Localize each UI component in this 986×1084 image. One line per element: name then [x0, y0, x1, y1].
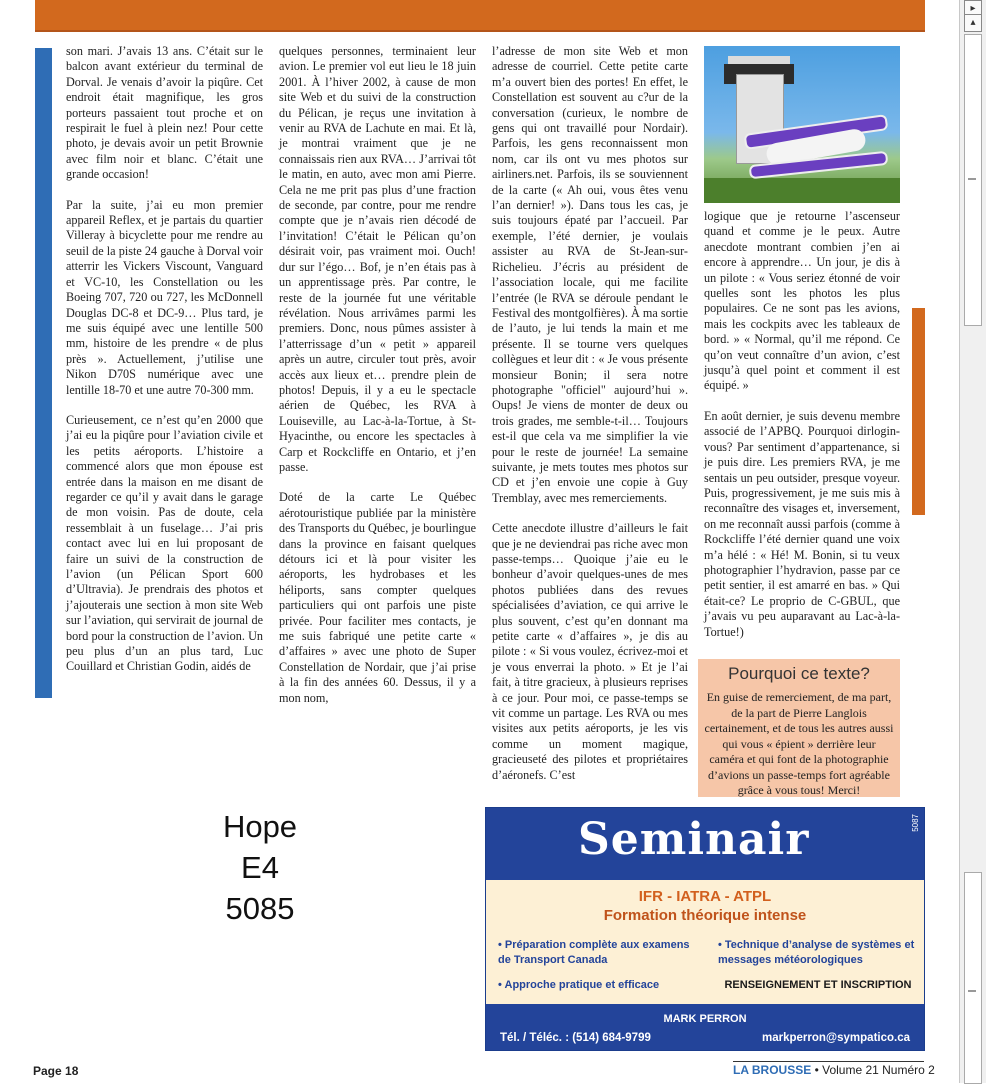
magazine-name: LA BROUSSE: [733, 1063, 812, 1077]
ad-bullet: • Approche pratique et efficace: [498, 979, 660, 991]
paragraph: logique que je retourne l’ascenseur quand et comme je le peux. Autre anecdote montrant combien j’en ai encore à apprendre… Un jour, je dis à un pilote : « Vous seriez étonné de voir quelles sont les photos les plus populaires. Ce ne sont pas les avions, mais les cockpits avec les tableaux de bord. » « Normal, qu’il me répond. Ce qu’on veut connaître d’un avion, c’est jusqu’à quel point et comment il est équipé. »: [704, 209, 900, 393]
paragraph: En août dernier, je suis devenu membre associé de l’APBQ. Pourquoi dirlogin-vous? Par sentiment d’appartenance, si je puis dire. Les premiers RVA, je me sentais un peu outsider, presque voyeur. Puis, progressivement, je me suis mis à reconnaître des visages et, inversement, on me reconnaît aussi parfois (comme à Rockcliffe l’été dernier quand une voix m’a hélé : « Hé! M. Bonin, si tu veux photographier l’hydravion, passe par ce petit sentier, il est amarré en bas. » Qui était-ce? Le proprio de C-GBUL, que j’avais vu peu auparavant au Lac-à-la-Tortue!): [704, 408, 900, 639]
sidebar-box: [698, 659, 900, 797]
ad-code: 5087: [911, 814, 920, 832]
handwritten-stamp: [190, 806, 330, 929]
scroll-thumb-lower[interactable]: [964, 872, 982, 1084]
ad-contact-name: MARK PERRON: [663, 1013, 747, 1025]
sidebar-title: Pourquoi ce texte?: [728, 664, 870, 683]
sidebar-body: En guise de remerciement, de ma part, de la part de Pierre Langlois certainement, et de tous les autres aussi qui vous « épient » derrière leur caméra et qui font de la photographie d’avions un passe-temps fort agréable grâce à vous tous! Merci!: [704, 690, 894, 797]
scroll-thumb[interactable]: [964, 34, 982, 326]
scroll-right-arrow-icon[interactable]: ▸: [964, 0, 982, 18]
airport-tower-photo: [704, 46, 900, 203]
scroll-up-arrow-icon[interactable]: ▴: [964, 14, 982, 32]
paragraph: Curieusement, ce n’est qu’en 2000 que j’ai eu la piqûre pour l’aviation civile et les petits aéroports. L’histoire a commencé alors que mon épouse est entrée dans la maison en me disant de regarder ce qu’il y avait dans le garage de mon voisin. Pas de doute, cela ressemblait à un fuselage… J’ai pris contact avec lui en lui proposant de faire un suivi de la construction de l’avion (un Pélican Sport 600 d’Ultravia). Je prendrais des photos et j’ajouterais une section à mon site Web sur l’aviation, qui servirait de journal de bord pour la construction de l’avion. Un peu plus d’un an plus tard, Luc Couillard et Christian Godin, aidés de: [66, 412, 263, 674]
ad-certifications: IFR - IATRA - ATPL: [638, 888, 772, 905]
article-column-1: [66, 44, 263, 690]
stamp-line-3: 5085: [225, 891, 295, 926]
publication-footer: [733, 1061, 935, 1077]
header-band: [35, 0, 925, 32]
ad-info: RENSEIGNEMENT ET INSCRIPTION: [724, 979, 912, 991]
ad-bullet: • Préparation complète aux examens de Transport Canada: [498, 939, 690, 966]
right-accent-bar: [912, 308, 925, 515]
seminair-logo: Seminair: [578, 814, 810, 865]
paragraph: quelques personnes, terminaient leur avion. Le premier vol eut lieu le 18 juin 2001. À l’hiver 2002, à cause de mon site Web et du suivi de la construction du Pélican, je reçus une invitation à venir au RVA de Lachute en mai. Et là, je montrai vraiment que je ne connaissais rien aux RVA… J’arrivai tôt le matin, en auto, avec mon ami Pierre. Cela ne me prit pas plus d’une fraction de seconde, par contre, pour me rendre compte que je n’avais rien décodé de l’invitation! C’était le Pélican qu’on désirait voir, pas vraiment moi. Ouch! dur sur l’égo… Bof, je n’en étais pas à un apprentissage près. Par contre, le reste de la journée fut une véritable révélation. Nous arrivâmes parmi les premiers. Donc, nous pûmes assister à l’atterrissage d’un « petit » appareil après un autre, circuler tout près, avoir accès aux lieux et… prendre plein de photos! Depuis, il y a eu le spectacle aérien de Québec, les RVA à Louiseville, au Lac-à-la-Tortue, à St-Hyacinthe, ou encore les spectacles à Carp et Rockcliffe en Ontario, et j’en passe.: [279, 44, 476, 474]
seminair-advertisement: [485, 807, 925, 1051]
left-accent-bar: [35, 48, 52, 698]
scroll-grip-icon: [968, 178, 976, 180]
paragraph: Cette anecdote illustre d’ailleurs le fait que je ne deviendrai pas riche avec mon passe-temps… Quoique j’aie eu le bonheur d’avoir quelques-unes de mes photos publiées dans des revues spécialisées d’aviation, ce qui arrive le plus souvent, c’est qu’en donnant ma petite carte « d’affaires », je dis au pilote : « Si vous voulez, écrivez-moi et je vous enverrai la photo. » Et je l’ai fait, à titre gracieux, à plusieurs reprises à ce jour. Pour moi, ce passe-temps se vit comme un partage. Les RVA ou mes visites aux petits aéroports, je les vis comme un moment magique, gracieuseté des pilotes et propriétaires d’aéronefs. C’est: [492, 521, 688, 782]
scroll-grip-icon: [968, 990, 976, 992]
stamp-line-1: Hope: [222, 809, 298, 844]
paragraph: l’adresse de mon site Web et mon adresse de courriel. Cette petite carte m’a ouvert bien des portes! En effet, le Constellation est souvent au c?ur de la conversation (curieux, le nombre de gens qui ont travaillé pour Nordair). Parfois, les gens reconnaissent mon nom, car ils ont vu mes photos sur airliners.net. Parfois, ils se souviennent de la carte (« Ah oui, vous êtes venu l’an dernier! »). Dans tous les cas, je suis toujours épaté par l’accueil. Par exemple, l’été dernier, je voulais assister au RVA de St-Jean-sur-Richelieu. J’écris au président de l’association locale, qui me facilite l’entrée (le RVA se déroule pendant le Festival des montgolfières). À ma sortie de l’auto, je lui tends la main et me présente. Il se tourne vers quelques collègues et leur dit : « Je vous présente monsieur Bonin; il sera notre photographe "officiel" aujourd’hui ». Oups! Je viens de monter de deux ou trois grades, me semble-t-il… Toujours est-il que cela va me simplifier la vie pour le reste de journée! La semaine suivante, je mets toutes mes photos sur CD et j’en envoie une copie à Guy Tremblay, avec mes remerciements.: [492, 44, 688, 505]
grass-field: [704, 178, 900, 203]
paragraph: Par la suite, j’ai eu mon premier appareil Reflex, et je partais du quartier Villeray à bicyclette pour me rendre au seuil de la piste 24 gauche à Dorval voir atterrir les Vickers Viscount, Vanguard et VC-10, les Constellation ou les Boeing 707, 720 ou 727, les McDonnell Douglas DC-8 et DC-9… Plus tard, je me suis équipé avec une lentille 500 mm, histoire de les prendre « de plus près ». Actuellement, j’utilise une Nikon D70S numérique avec une lentille 18-70 et une autre 70-300 mm.: [66, 197, 263, 397]
article-column-4: [704, 209, 900, 655]
stamp-line-2: E4: [241, 850, 279, 885]
vertical-scrollbar[interactable]: [959, 0, 986, 1083]
paragraph: Doté de la carte Le Québec aérotouristique publiée par la ministère des Transports du Québec, je bourlingue dans la province en faisant quelques détours ici et là pour visiter les aéroports, les hydrobases et les héliports, sans compter quelques particuliers qui ont parfois une piste privée. Pour faciliter mes contacts, je me suis fabriqué une petite carte « d’affaires » avec une photo de Super Constellation de Nordair, que j’ai prise à la fin des années 60. Dessus, il y a mon nom,: [279, 490, 477, 705]
ad-phone: Tél. / Téléc. : (514) 684-9799: [500, 1032, 651, 1044]
article-column-3: [492, 44, 688, 798]
ad-email: markperron@sympatico.ca: [762, 1032, 910, 1044]
issue-number: • Volume 21 Numéro 2: [811, 1063, 935, 1077]
paragraph: son mari. J’avais 13 ans. C’était sur le balcon avant extérieur du terminal de Dorval. Je venais d’avoir la piqûre. Cet endroit était magnifique, les gros porteurs passaient tout proche et on respirait le fuel à plein nez! Pour cette photo, je devais avoir un petit Brownie avec film noir et blanc. C’était une grande occasion!: [66, 44, 263, 182]
ad-bullet: • Technique d’analyse de systèmes et messages météorologiques: [718, 939, 915, 966]
ad-tagline: Formation théorique intense: [603, 907, 807, 924]
page-number: Page 18: [33, 1064, 79, 1078]
tower-sign: [728, 56, 790, 64]
article-column-2: [279, 44, 476, 721]
